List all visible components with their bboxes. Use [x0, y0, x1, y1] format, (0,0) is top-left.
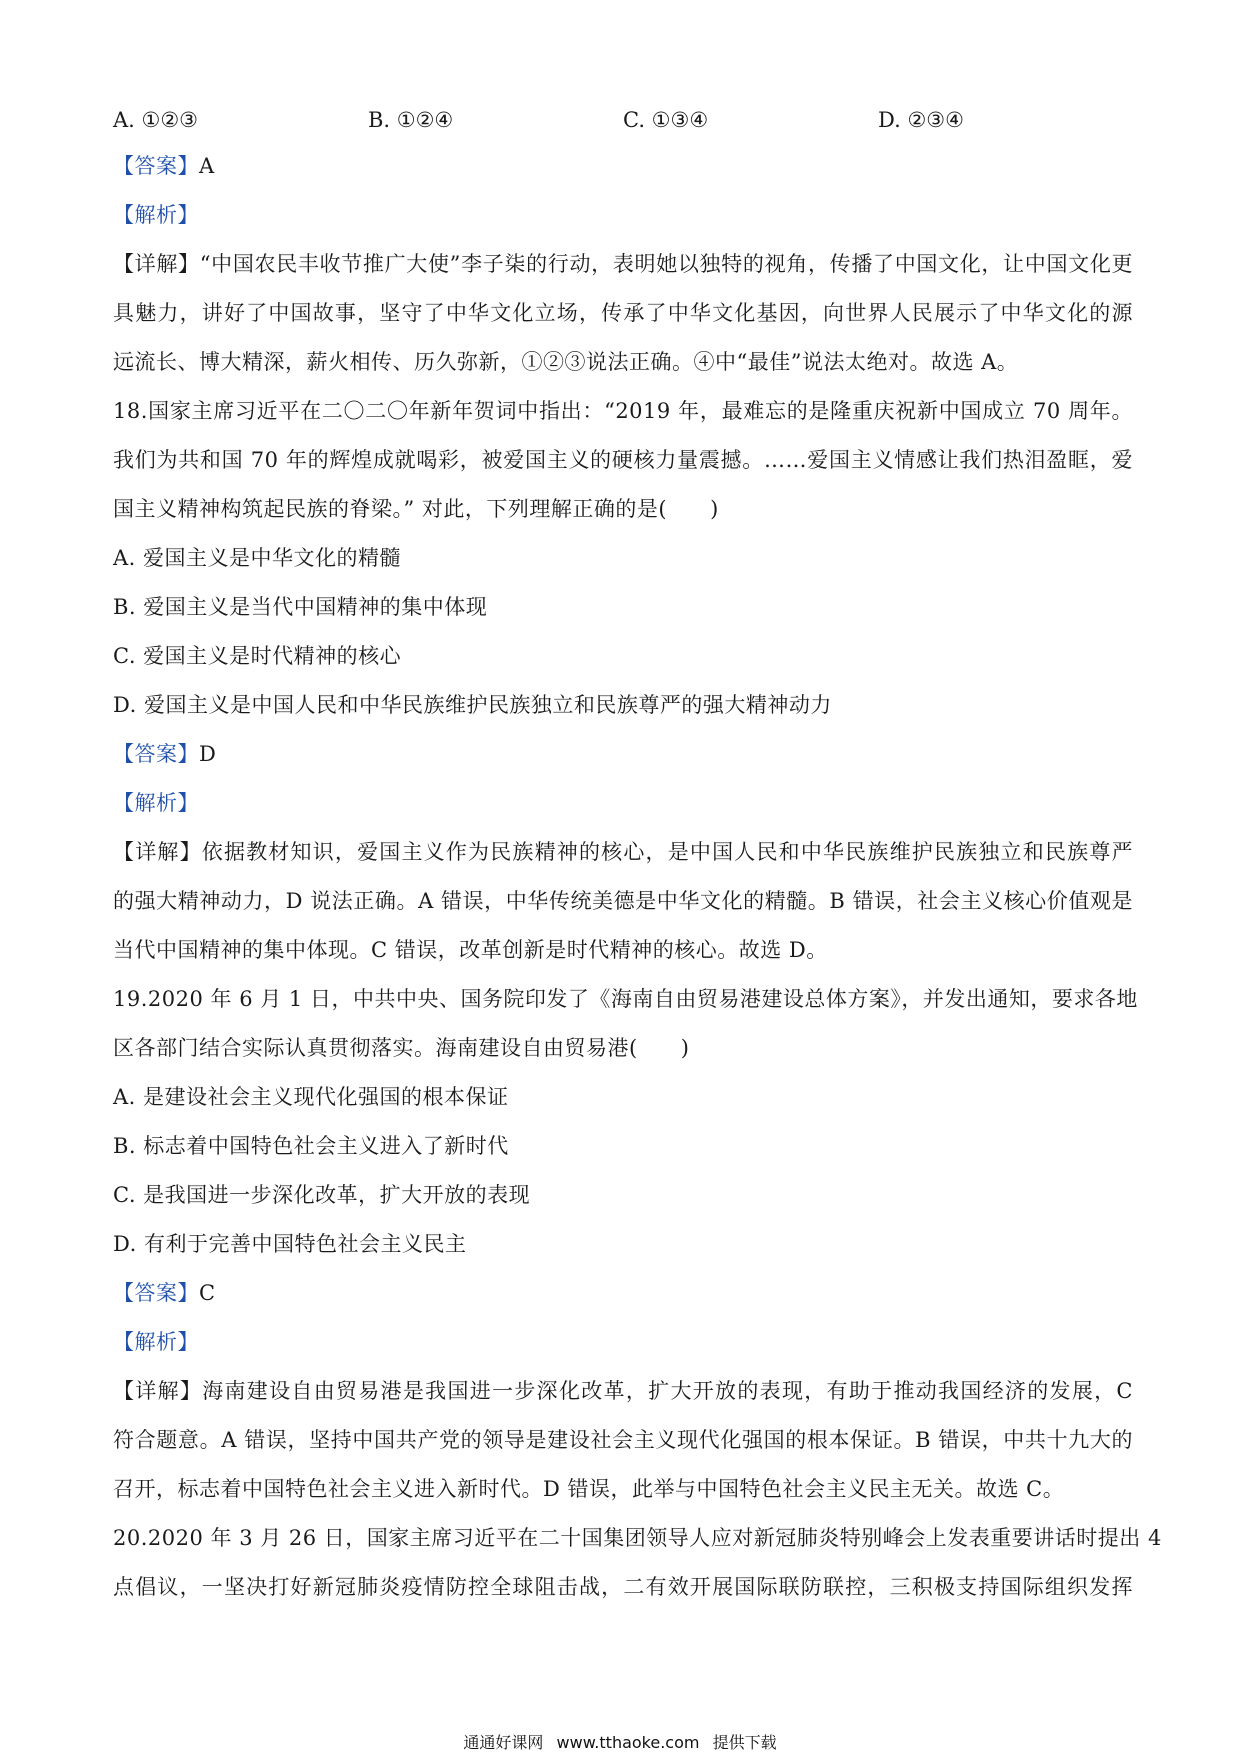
- q17-answer: [113, 142, 1133, 191]
- q17-option-c: C. ①③④: [623, 108, 709, 132]
- analysis-tag: 【解析】: [113, 791, 199, 815]
- q17-option-a: A. ①②③: [113, 108, 198, 132]
- q18-stem-line: 18.国家主席习近平在二〇二〇年新年贺词中指出：“2019 年，最难忘的是隆重庆祝新中国成立 70 周年。: [113, 399, 1133, 423]
- q17-detail-line: [113, 240, 1133, 289]
- q17-detail-line: 具魅力，讲好了中国故事，坚守了中华文化立场，传承了中华文化基因，向世界人民展示了中华文化的源: [113, 301, 1133, 325]
- page-footer: [0, 1730, 1240, 1753]
- q19-option-c: C. 是我国进一步深化改革，扩大开放的表现: [113, 1183, 531, 1207]
- answer-value: A: [199, 154, 215, 178]
- q19-option-b: B. 标志着中国特色社会主义进入了新时代: [113, 1134, 509, 1158]
- q17-analysis-heading: [113, 191, 1133, 240]
- q17-option-b: B. ①②④: [368, 108, 454, 132]
- q18-option-d: D. 爱国主义是中国人民和中华民族维护民族独立和民族尊严的强大精神动力: [113, 693, 832, 717]
- answer-tag: 【答案】: [113, 742, 199, 766]
- q17-detail-line: 远流长、博大精深，薪火相传、历久弥新，①②③说法正确。④中“最佳”说法太绝对。故选 A。: [113, 350, 1019, 374]
- q19-detail-line: [113, 1367, 1133, 1416]
- detail-tag: 【详解】: [113, 840, 202, 864]
- q19-answer: [113, 1269, 1133, 1318]
- q19-stem-line: 19.2020 年 6 月 1 日，中共中央、国务院印发了《海南自由贸易港建设总体方案》，并发出通知，要求各地: [113, 987, 1138, 1011]
- footer-site-name: 通通好课网: [463, 1733, 544, 1752]
- q18-analysis-heading: [113, 779, 1133, 828]
- q18-stem-line: 国主义精神构筑起民族的脊梁。” 对此，下列理解正确的是( ): [113, 497, 719, 521]
- detail-text: 海南建设自由贸易港是我国进一步深化改革，扩大开放的表现，有助于推动我国经济的发展，C: [202, 1379, 1133, 1403]
- analysis-tag: 【解析】: [113, 203, 199, 227]
- q18-option-a: A. 爱国主义是中华文化的精髓: [113, 546, 402, 570]
- q19-option-a: A. 是建设社会主义现代化强国的根本保证: [113, 1085, 509, 1109]
- q20-stem-line: 点倡议，一坚决打好新冠肺炎疫情防控全球阻击战，二有效开展国际联防联控，三积极支持国际组织发挥: [113, 1575, 1133, 1599]
- q18-option-b: B. 爱国主义是当代中国精神的集中体现: [113, 595, 488, 619]
- answer-value: C: [199, 1281, 216, 1305]
- q19-detail-line: 符合题意。A 错误，坚持中国共产党的领导是建设社会主义现代化强国的根本保证。B 错误，中共十九大的: [113, 1428, 1133, 1452]
- detail-tag: 【详解】: [113, 252, 200, 276]
- q19-detail-line: 召开，标志着中国特色社会主义进入新时代。D 错误，此举与中国特色社会主义民主无关。故选 C。: [113, 1477, 1065, 1501]
- answer-value: D: [199, 742, 217, 766]
- q19-analysis-heading: [113, 1318, 1133, 1367]
- q17-options: [113, 98, 1133, 142]
- q18-answer: [113, 730, 1133, 779]
- q19-stem-line: 区各部门结合实际认真贯彻落实。海南建设自由贸易港( ): [113, 1036, 690, 1060]
- detail-text: 依据教材知识，爱国主义作为民族精神的核心，是中国人民和中华民族维护民族独立和民族尊严: [201, 840, 1134, 864]
- q17-option-d: D. ②③④: [878, 108, 964, 132]
- detail-text: “中国农民丰收节推广大使”李子柒的行动，表明她以独特的视角，传播了中国文化，让中国文化更: [199, 252, 1134, 276]
- footer-url[interactable]: www.tthaoke.com: [556, 1733, 700, 1752]
- answer-tag: 【答案】: [113, 1281, 199, 1305]
- q18-detail-line: 的强大精神动力，D 说法正确。A 错误，中华传统美德是中华文化的精髓。B 错误，社会主义核心价值观是: [113, 889, 1133, 913]
- q19-option-d: D. 有利于完善中国特色社会主义民主: [113, 1232, 467, 1256]
- q18-stem-line: 我们为共和国 70 年的辉煌成就喝彩，被爱国主义的硬核力量震撼。……爱国主义情感让我们热泪盈眶，爱: [113, 448, 1133, 472]
- q18-detail-line: 当代中国精神的集中体现。C 错误，改革创新是时代精神的核心。故选 D。: [113, 938, 828, 962]
- q18-option-c: C. 爱国主义是时代精神的核心: [113, 644, 402, 668]
- footer-note: 提供下载: [712, 1733, 777, 1752]
- q20-stem-line: 20.2020 年 3 月 26 日，国家主席习近平在二十国集团领导人应对新冠肺炎特别峰会上发表重要讲话时提出 4: [113, 1526, 1162, 1550]
- detail-tag: 【详解】: [113, 1379, 203, 1403]
- analysis-tag: 【解析】: [113, 1330, 199, 1354]
- document-page: [113, 98, 1162, 1612]
- answer-tag: 【答案】: [113, 154, 199, 178]
- q18-detail-line: [113, 828, 1133, 877]
